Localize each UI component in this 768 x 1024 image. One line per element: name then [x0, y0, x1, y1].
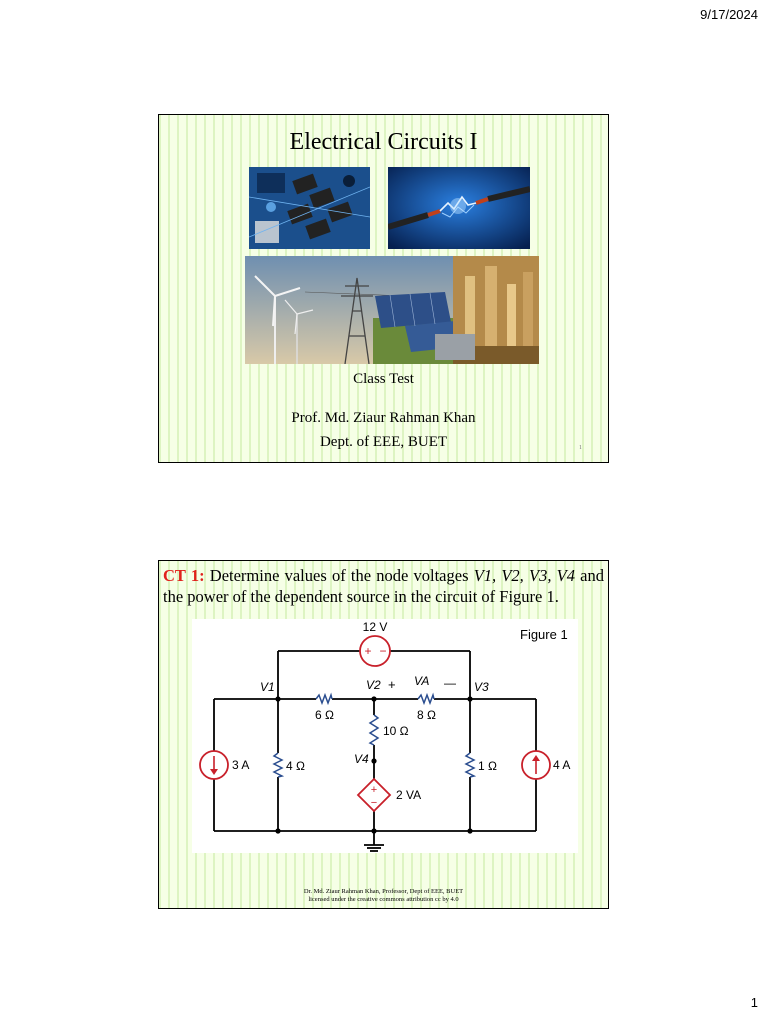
circuit-diagram [192, 619, 578, 853]
footer-line-2: licensed under the creative commons attribution cc by 4.0 [308, 896, 459, 903]
voltage-source-plus: + [364, 644, 372, 658]
circuit-figure [192, 619, 578, 853]
resistor-10-ohm [370, 715, 378, 745]
question-suffix: and the power of the dependent source in the circuit of Figure 1. [163, 566, 605, 606]
resistor-4-ohm [274, 753, 282, 777]
slide-title-heading: Electrical Circuits I [289, 129, 478, 155]
slide-subtitle: Class Test [353, 371, 414, 387]
slide-title [158, 114, 609, 463]
resistor-1-ohm [466, 753, 474, 777]
electric-spark-image [388, 167, 530, 249]
header-date: 9/17/2024 [700, 7, 758, 22]
node-v4-label: V4 [354, 752, 369, 766]
resistor-6-ohm [316, 695, 332, 703]
resistor-6-label: 6 Ω [315, 708, 334, 722]
slide-number: 1 [579, 445, 582, 451]
circuit-board-image [249, 167, 370, 249]
current-source-4a-label: 4 A [553, 758, 571, 772]
resistor-8-label: 8 Ω [417, 708, 436, 722]
slide-author: Prof. Md. Ziaur Rahman Khan [291, 410, 476, 426]
va-label: VA [414, 674, 430, 688]
question-text [163, 565, 604, 607]
voltage-source-minus: − [379, 644, 387, 658]
dependent-source-plus: + [370, 784, 378, 796]
voltage-source-label: 12 V [362, 620, 388, 634]
dependent-source-label: 2 VA [396, 788, 422, 802]
resistor-4-label: 4 Ω [286, 759, 305, 773]
footer-line-1: Dr. Md. Ziaur Rahman Khan, Professor, Dept of EEE, BUET [303, 888, 464, 895]
energy-collage-image [245, 256, 539, 364]
resistor-10-label: 10 Ω [383, 724, 409, 738]
figure-label: Figure 1 [520, 627, 568, 642]
resistor-8-ohm [418, 695, 434, 703]
va-minus-sign: — [444, 676, 456, 690]
slide-department: Dept. of EEE, BUET [319, 434, 448, 450]
dependent-source-minus: − [370, 797, 378, 809]
node-v2-label: V2 [366, 678, 381, 692]
page-number: 1 [750, 995, 758, 1010]
current-source-3a-label: 3 A [232, 758, 250, 772]
node-voltage-list: V1, V2, V3, V4 [473, 566, 575, 585]
slide-footer [159, 888, 608, 904]
resistor-1-label: 1 Ω [478, 759, 497, 773]
slide-question [158, 560, 609, 909]
va-plus-sign: + [388, 677, 396, 692]
question-prefix: Determine values of the node voltages [204, 566, 474, 585]
question-label: CT 1: [163, 566, 205, 585]
node-v1-label: V1 [260, 680, 275, 694]
node-v3-label: V3 [474, 680, 489, 694]
